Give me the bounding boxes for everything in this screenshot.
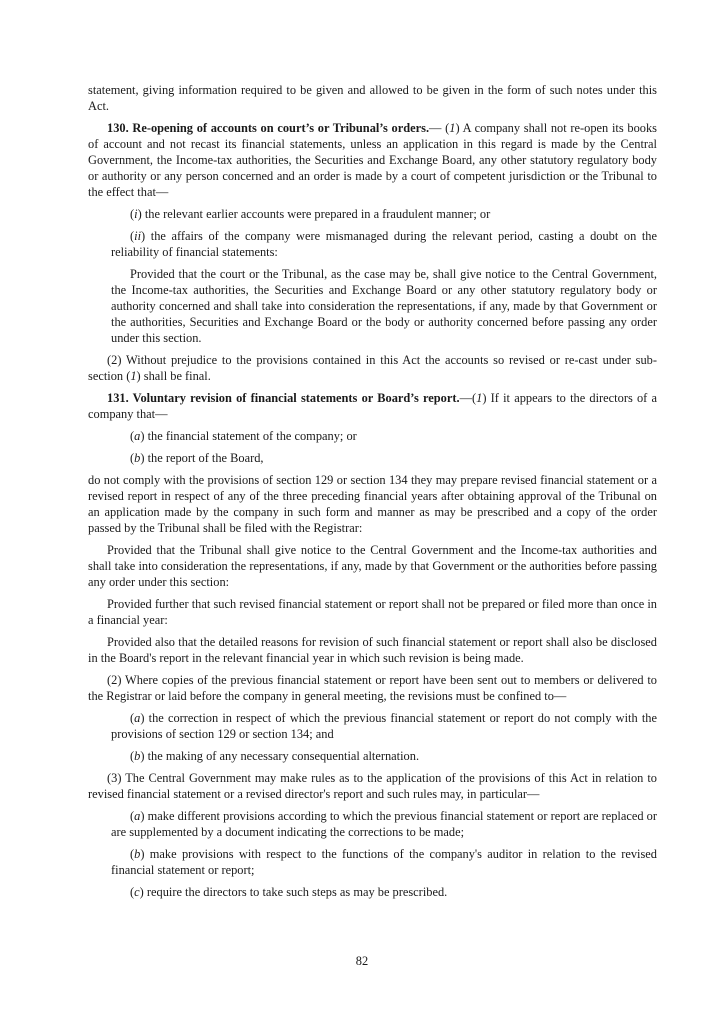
clause-i: (i) the relevant earlier accounts were prepared in a fraudulent manner; or bbox=[130, 207, 491, 221]
section-130-subsection-2: (2) Without prejudice to the provisions contained in this Act the accounts so revised or re-cast under sub-section (1) shall be final. bbox=[88, 353, 657, 383]
page-number: 82 bbox=[355, 954, 369, 968]
subsection-3-clause-a: (a) make different provisions according to which the previous financial statement or report are replaced or are supplemented by a document indicating the corrections to be made; bbox=[111, 809, 657, 839]
subsection-2-clause-b: (b) the making of any necessary consequential alternation. bbox=[130, 749, 420, 763]
section-130-proviso: Provided that the court or the Tribunal, as the case may be, shall give notice to the Central Government, the Income-tax authorities, the Securities and Exchange Board or any other statutory regulatory body or authority concerned and shall take into consideration the representations, if any, made by that Government or the authorities, Securities and Exchange Board or the body or authority concerned before passing any order under this section. bbox=[111, 267, 657, 345]
section-131-intro: 131. Voluntary revision of financial statements or Board’s report.—(1) If it appears to the directors of a company that— bbox=[88, 391, 657, 421]
section-131-proviso-1: Provided that the Tribunal shall give notice to the Central Government and the Income-tax authorities and shall take into consideration the representations, if any, made by that Government or the authorities before passing any order under this section: bbox=[88, 543, 657, 589]
section-131-proviso-2: Provided further that such revised financial statement or report shall not be prepared or filed more than once in a financial year: bbox=[88, 597, 657, 627]
document-page bbox=[88, 82, 657, 906]
subsection-3-clause-b: (b) make provisions with respect to the functions of the company's auditor in relation to the revised financial statement or report; bbox=[111, 847, 657, 877]
section-131-body: do not comply with the provisions of section 129 or section 134 they may prepare revised financial statement or a revised report in respect of any of the three preceding financial years after obtaining approval of the Tribunal on an application made by the company in such form and manner as may be prescribed and a copy of the order passed by the Tribunal shall be filed with the Registrar: bbox=[88, 473, 657, 535]
clause-a: (a) the financial statement of the company; or bbox=[130, 429, 357, 443]
clause-b: (b) the report of the Board, bbox=[130, 451, 264, 465]
section-131-heading: 131. Voluntary revision of financial statements or Board’s report. bbox=[107, 391, 460, 405]
clause-ii: (ii) the affairs of the company were mismanaged during the relevant period, casting a doubt on the reliability of financial statements: bbox=[111, 229, 657, 259]
section-130-intro: 130. Re-opening of accounts on court’s or Tribunal’s orders.— (1) A company shall not re-open its books of account and not recast its financial statements, unless an application in this regard is made by the Central Government, the Income-tax authorities, the Securities and Exchange Board, any other statutory regulatory body or authority or any person concerned and an order is made by a court of competent jurisdiction or the Tribunal to the effect that— bbox=[88, 121, 657, 199]
section-131-subsection-2: (2) Where copies of the previous financial statement or report have been sent out to members or delivered to the Registrar or laid before the company in general meeting, the revisions must be confined to— bbox=[88, 673, 657, 703]
section-130-heading: 130. Re-opening of accounts on court’s or Tribunal’s orders. bbox=[107, 121, 430, 135]
section-131-proviso-3: Provided also that the detailed reasons for revision of such financial statement or report shall also be disclosed in the Board's report in the relevant financial year in which such revision is being made. bbox=[88, 635, 657, 665]
continuation-paragraph: statement, giving information required to be given and allowed to be given in the form of such notes under this Act. bbox=[88, 83, 657, 113]
subsection-3-clause-c: (c) require the directors to take such steps as may be prescribed. bbox=[130, 885, 448, 899]
subsection-2-clause-a: (a) the correction in respect of which the previous financial statement or report do not comply with the provisions of section 129 or section 134; and bbox=[111, 711, 657, 741]
section-131-subsection-3: (3) The Central Government may make rules as to the application of the provisions of this Act in relation to revised financial statement or a revised director's report and such rules may, in particular— bbox=[88, 771, 657, 801]
